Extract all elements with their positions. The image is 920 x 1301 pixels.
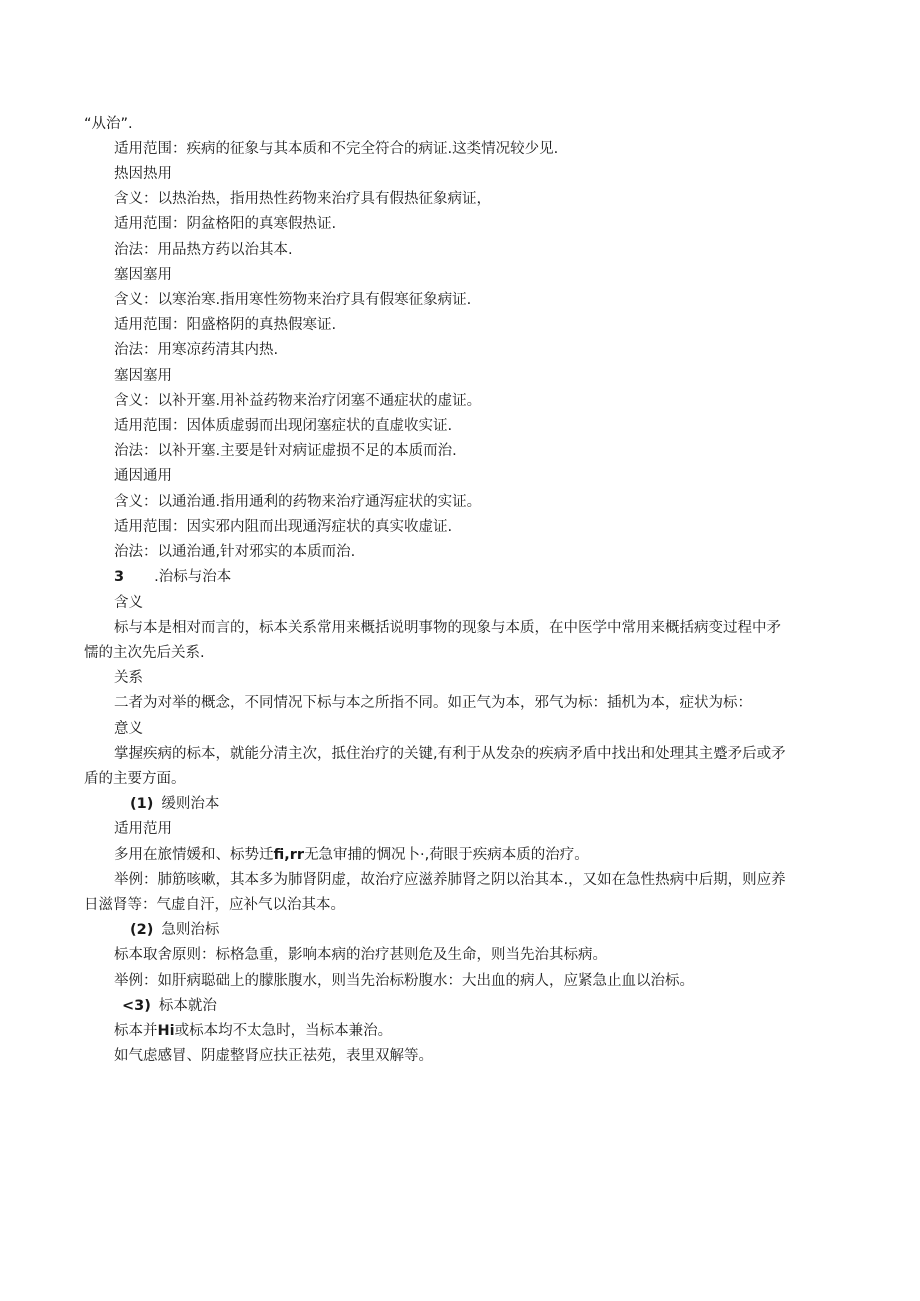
numbered-heading bbox=[122, 996, 217, 1016]
text-line: 适用范围：因体质虚弱而出现闭塞症状的直虚收实证. bbox=[114, 418, 453, 434]
heading-title: 标本就治 bbox=[158, 998, 217, 1014]
text-line: 治法：以补开塞.主要是针对病证虚损不足的本质而治. bbox=[114, 443, 457, 459]
text-segment: 标本并 bbox=[114, 1023, 158, 1039]
text-line: 适用范围：阳盛格阴的真热假寒证. bbox=[114, 317, 337, 333]
text-line: 治法：以通治通,针对邪实的本质而治. bbox=[114, 544, 356, 560]
text-line: “从治”. bbox=[84, 116, 133, 132]
heading-title: 急则治标 bbox=[161, 922, 220, 938]
text-line: 日滋肾等：气虚自汗，应补气以治其本。 bbox=[84, 897, 345, 913]
subheading: 意义 bbox=[114, 721, 143, 737]
subheading: 塞因塞用 bbox=[114, 267, 172, 283]
text-line: 举例：如肝病聪础上的朦胀腹水，则当先治标粉腹水：大出血的病人，应紧急止血以治标。 bbox=[114, 973, 694, 989]
text-segment: Hi bbox=[157, 1023, 175, 1039]
subheading: 适用范用 bbox=[114, 821, 172, 837]
text-segment: fi,rr bbox=[273, 847, 305, 863]
text-line: 掌握疾病的标本，就能分清主次，抵住治疗的关键,有利于从发杂的疾病矛盾中找出和处理其主蹙矛后或矛 bbox=[114, 746, 786, 762]
text-line: 治法：用寒凉药清其内热. bbox=[114, 342, 279, 358]
subheading: 塞因塞用 bbox=[114, 368, 172, 384]
text-segment: 多用在旅情媛和、标势迁 bbox=[114, 847, 274, 863]
text-line: 标与本是相对而言的，标本关系常用来概括说明事物的现象与本质，在中医学中常用来概括病变过程中矛 bbox=[114, 620, 781, 636]
heading-number: (1) bbox=[130, 796, 154, 812]
text-line: 适用范围：因实邪内阻而出现通泻症状的真实收虚证. bbox=[114, 519, 453, 535]
text-line: 如气虑感冒、阴虚整肾应扶正祛苑，表里双解等。 bbox=[114, 1048, 433, 1064]
text-line: 盾的主要方面。 bbox=[84, 771, 186, 787]
heading-number: <3) bbox=[122, 998, 151, 1014]
numbered-heading bbox=[130, 794, 219, 814]
text-segment: 无急审捕的惆况卜·,荷眼于疾病本质的治疗。 bbox=[304, 847, 589, 863]
text-line: 含义：以通治通.指用通利的药物来治疗通泻症状的实证。 bbox=[114, 494, 482, 510]
text-line: 适用范围：阴盆格阳的真寒假热证. bbox=[114, 216, 337, 232]
subheading: 关系 bbox=[114, 670, 143, 686]
section-heading bbox=[114, 567, 231, 587]
text-line: 二者为对举的概念，不同情况下标与本之所指不同。如正气为本，邪气为标：插机为本，症状为标： bbox=[114, 695, 752, 711]
subheading: 热因热用 bbox=[114, 166, 172, 182]
section-title: .治标与治本 bbox=[154, 569, 232, 585]
section-number: 3 bbox=[114, 569, 125, 585]
text-segment: 或标本均不太急时，当标本兼治。 bbox=[174, 1023, 393, 1039]
subheading: 含义 bbox=[114, 595, 143, 611]
heading-title: 缓则治本 bbox=[161, 796, 220, 812]
text-line: 适用范围：疾病的征象与其本质和不完全符合的病证.这类情况较少见. bbox=[114, 141, 559, 157]
text-line: 举例：肺筋咳嗽，其本多为肺肾阴虚，故治疗应滋养肺肾之阴以治其本.，又如在急性热病中后期，则应养 bbox=[114, 872, 786, 888]
subheading: 通因通用 bbox=[114, 468, 172, 484]
text-line: 懦的主次先后关系. bbox=[84, 645, 205, 661]
text-line bbox=[114, 1021, 392, 1041]
text-line: 含义：以热治热，指用热性药物来治疗具有假热征象病证， bbox=[114, 191, 491, 207]
text-line: 含义：以寒治寒.指用寒性笏物来治疗具有假寒征象病证. bbox=[114, 292, 472, 308]
heading-number: (2) bbox=[130, 922, 154, 938]
numbered-heading bbox=[130, 920, 219, 940]
text-line: 治法：用品热方药以治其本. bbox=[114, 242, 293, 258]
text-line: 含义：以补开塞.用补益药物来治疗闭塞不通症状的虚证。 bbox=[114, 393, 482, 409]
text-line: 标本取舍原则：标格急重，影响本病的治疗甚则危及生命，则当先治其标病。 bbox=[114, 947, 607, 963]
text-line bbox=[114, 845, 589, 865]
